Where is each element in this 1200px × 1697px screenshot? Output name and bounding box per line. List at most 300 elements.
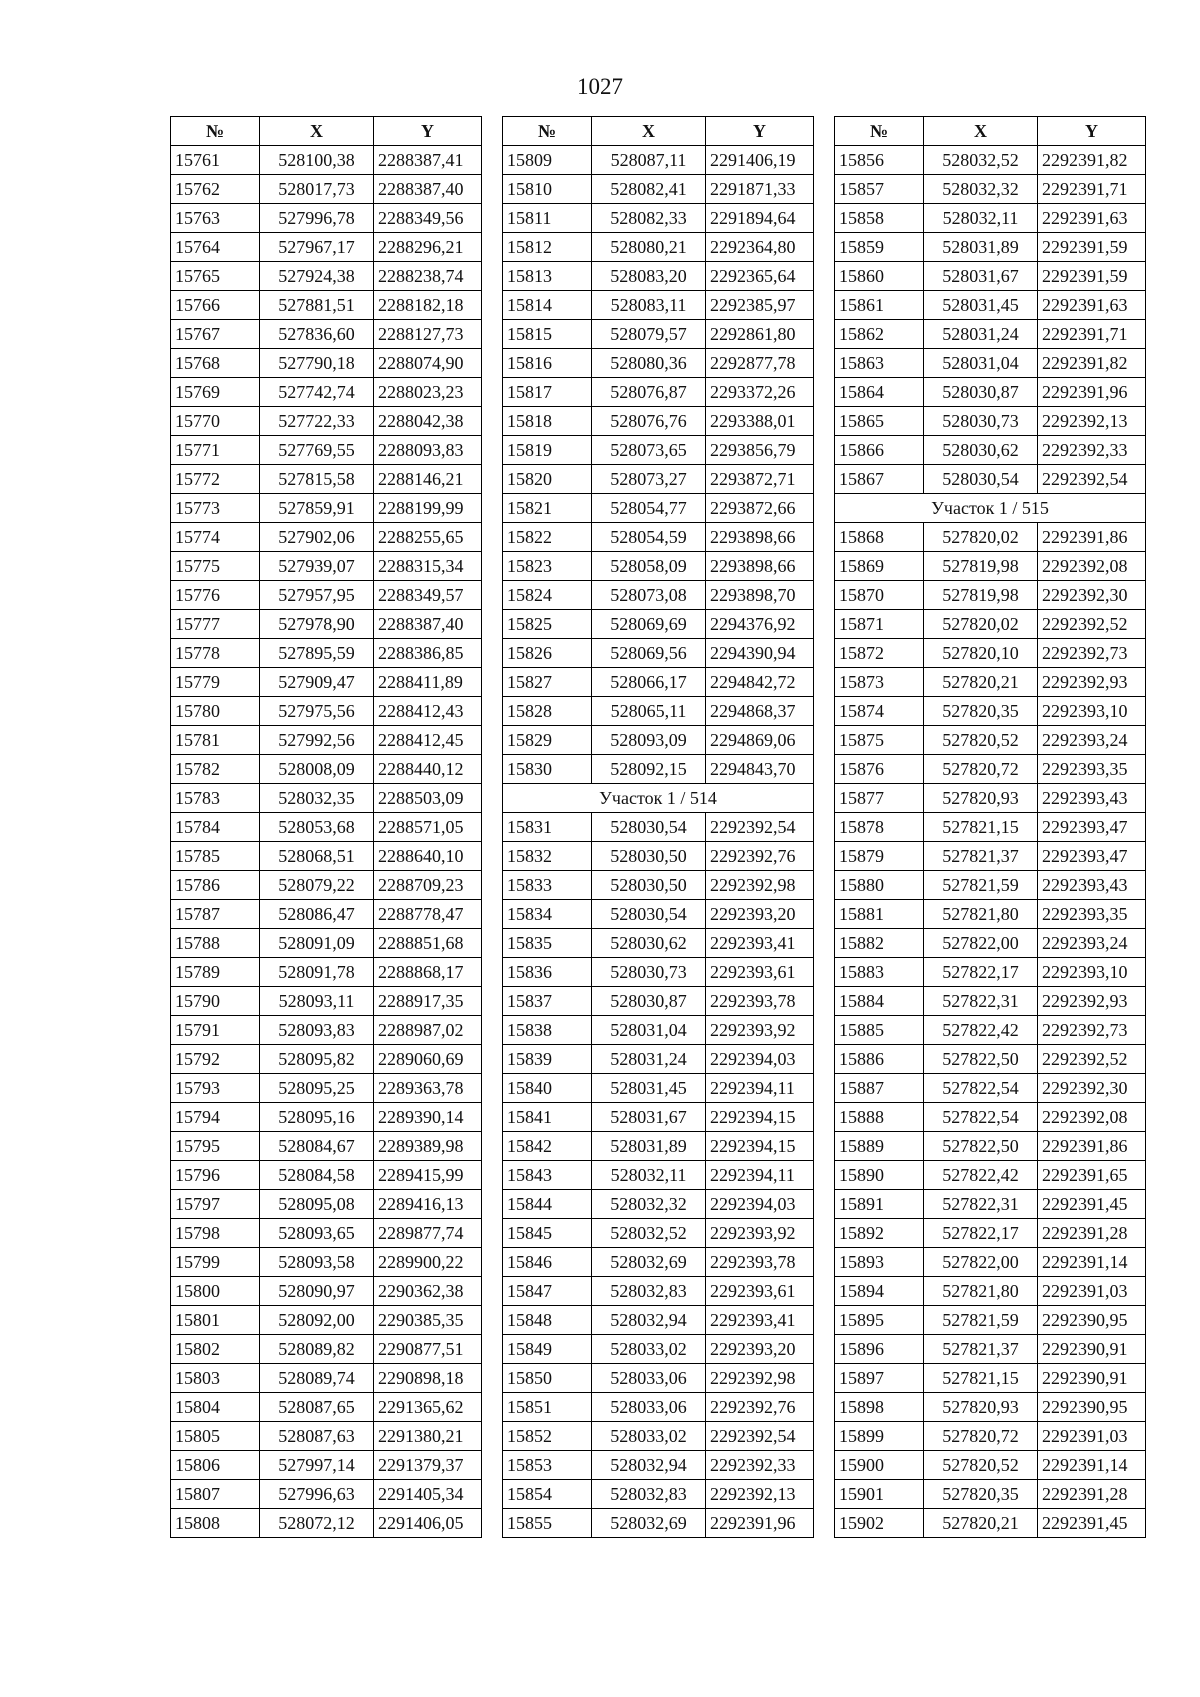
coordinates-table-1 — [170, 116, 482, 1538]
point-number-cell: 15763 — [171, 204, 260, 233]
y-coordinate-cell: 2288238,74 — [374, 262, 482, 291]
point-number-cell: 15794 — [171, 1103, 260, 1132]
point-number-cell: 15891 — [835, 1190, 924, 1219]
y-coordinate-cell: 2291894,64 — [706, 204, 814, 233]
y-coordinate-cell: 2290385,35 — [374, 1306, 482, 1335]
x-coordinate-cell: 528076,87 — [592, 378, 706, 407]
x-coordinate-cell: 528031,24 — [924, 320, 1038, 349]
table-row — [503, 523, 814, 552]
y-coordinate-cell: 2292392,98 — [706, 871, 814, 900]
x-coordinate-cell: 528095,16 — [260, 1103, 374, 1132]
x-coordinate-cell: 527895,59 — [260, 639, 374, 668]
column-header-y: Y — [706, 117, 814, 146]
point-number-cell: 15774 — [171, 523, 260, 552]
x-coordinate-cell: 527790,18 — [260, 349, 374, 378]
y-coordinate-cell: 2292391,28 — [1038, 1219, 1146, 1248]
y-coordinate-cell: 2292393,92 — [706, 1016, 814, 1045]
point-number-cell: 15816 — [503, 349, 592, 378]
y-coordinate-cell: 2288182,18 — [374, 291, 482, 320]
table-row — [835, 378, 1146, 407]
y-coordinate-cell: 2292392,76 — [706, 1393, 814, 1422]
point-number-cell: 15846 — [503, 1248, 592, 1277]
y-coordinate-cell: 2293872,66 — [706, 494, 814, 523]
point-number-cell: 15783 — [171, 784, 260, 813]
x-coordinate-cell: 527997,14 — [260, 1451, 374, 1480]
table-row — [503, 987, 814, 1016]
y-coordinate-cell: 2292393,10 — [1038, 697, 1146, 726]
y-coordinate-cell: 2292391,82 — [1038, 146, 1146, 175]
y-coordinate-cell: 2292393,61 — [706, 1277, 814, 1306]
table-row — [835, 465, 1146, 494]
point-number-cell: 15793 — [171, 1074, 260, 1103]
table-row — [503, 494, 814, 523]
x-coordinate-cell: 527957,95 — [260, 581, 374, 610]
y-coordinate-cell: 2292394,03 — [706, 1190, 814, 1219]
x-coordinate-cell: 528031,67 — [924, 262, 1038, 291]
table-row — [171, 958, 482, 987]
table-row — [503, 1509, 814, 1538]
table-row — [503, 900, 814, 929]
x-coordinate-cell: 528031,89 — [592, 1132, 706, 1161]
point-number-cell: 15844 — [503, 1190, 592, 1219]
point-number-cell: 15871 — [835, 610, 924, 639]
table-row — [503, 813, 814, 842]
x-coordinate-cell: 528008,09 — [260, 755, 374, 784]
x-coordinate-cell: 528032,11 — [592, 1161, 706, 1190]
y-coordinate-cell: 2292394,03 — [706, 1045, 814, 1074]
table-row — [503, 1335, 814, 1364]
point-number-cell: 15881 — [835, 900, 924, 929]
section-row — [503, 784, 814, 813]
table-row — [171, 726, 482, 755]
y-coordinate-cell: 2294376,92 — [706, 610, 814, 639]
point-number-cell: 15868 — [835, 523, 924, 552]
y-coordinate-cell: 2290898,18 — [374, 1364, 482, 1393]
y-coordinate-cell: 2292392,54 — [1038, 465, 1146, 494]
table-row — [171, 494, 482, 523]
point-number-cell: 15808 — [171, 1509, 260, 1538]
point-number-cell: 15899 — [835, 1422, 924, 1451]
table-row — [835, 1132, 1146, 1161]
table-row — [503, 1045, 814, 1074]
table-row — [835, 842, 1146, 871]
y-coordinate-cell: 2292391,59 — [1038, 233, 1146, 262]
x-coordinate-cell: 528032,69 — [592, 1509, 706, 1538]
y-coordinate-cell: 2291406,19 — [706, 146, 814, 175]
section-label: Участок 1 / 515 — [835, 494, 1146, 523]
point-number-cell: 15780 — [171, 697, 260, 726]
point-number-cell: 15864 — [835, 378, 924, 407]
x-coordinate-cell: 527820,72 — [924, 1422, 1038, 1451]
point-number-cell: 15835 — [503, 929, 592, 958]
table-row — [835, 1219, 1146, 1248]
point-number-cell: 15803 — [171, 1364, 260, 1393]
x-coordinate-cell: 528031,89 — [924, 233, 1038, 262]
point-number-cell: 15776 — [171, 581, 260, 610]
point-number-cell: 15778 — [171, 639, 260, 668]
x-coordinate-cell: 528031,04 — [592, 1016, 706, 1045]
table-row — [171, 929, 482, 958]
x-coordinate-cell: 527820,52 — [924, 1451, 1038, 1480]
y-coordinate-cell: 2292394,15 — [706, 1103, 814, 1132]
x-coordinate-cell: 528087,63 — [260, 1422, 374, 1451]
table-row — [503, 407, 814, 436]
x-coordinate-cell: 528100,38 — [260, 146, 374, 175]
point-number-cell: 15821 — [503, 494, 592, 523]
x-coordinate-cell: 527722,33 — [260, 407, 374, 436]
x-coordinate-cell: 528033,02 — [592, 1422, 706, 1451]
x-coordinate-cell: 527769,55 — [260, 436, 374, 465]
point-number-cell: 15825 — [503, 610, 592, 639]
point-number-cell: 15854 — [503, 1480, 592, 1509]
table-row — [503, 726, 814, 755]
point-number-cell: 15814 — [503, 291, 592, 320]
point-number-cell: 15853 — [503, 1451, 592, 1480]
table-row — [171, 813, 482, 842]
point-number-cell: 15895 — [835, 1306, 924, 1335]
x-coordinate-cell: 528032,83 — [592, 1480, 706, 1509]
y-coordinate-cell: 2292392,30 — [1038, 1074, 1146, 1103]
point-number-cell: 15827 — [503, 668, 592, 697]
y-coordinate-cell: 2292392,76 — [706, 842, 814, 871]
y-coordinate-cell: 2292393,24 — [1038, 929, 1146, 958]
point-number-cell: 15870 — [835, 581, 924, 610]
table-row — [835, 233, 1146, 262]
point-number-cell: 15867 — [835, 465, 924, 494]
y-coordinate-cell: 2294869,06 — [706, 726, 814, 755]
table-row — [171, 320, 482, 349]
y-coordinate-cell: 2292394,11 — [706, 1161, 814, 1190]
column-header-y: Y — [374, 117, 482, 146]
point-number-cell: 15884 — [835, 987, 924, 1016]
point-number-cell: 15761 — [171, 146, 260, 175]
table-row — [503, 1422, 814, 1451]
table-row — [503, 668, 814, 697]
y-coordinate-cell: 2288349,57 — [374, 581, 482, 610]
point-number-cell: 15775 — [171, 552, 260, 581]
point-number-cell: 15817 — [503, 378, 592, 407]
x-coordinate-cell: 527822,31 — [924, 1190, 1038, 1219]
x-coordinate-cell: 527822,00 — [924, 929, 1038, 958]
x-coordinate-cell: 528032,94 — [592, 1306, 706, 1335]
point-number-cell: 15822 — [503, 523, 592, 552]
table-row — [171, 436, 482, 465]
point-number-cell: 15792 — [171, 1045, 260, 1074]
x-coordinate-cell: 527820,35 — [924, 1480, 1038, 1509]
point-number-cell: 15826 — [503, 639, 592, 668]
y-coordinate-cell: 2288503,09 — [374, 784, 482, 813]
table-row — [503, 755, 814, 784]
y-coordinate-cell: 2292391,59 — [1038, 262, 1146, 291]
x-coordinate-cell: 528084,58 — [260, 1161, 374, 1190]
y-coordinate-cell: 2290362,38 — [374, 1277, 482, 1306]
table-row — [171, 1016, 482, 1045]
table-row — [835, 813, 1146, 842]
y-coordinate-cell: 2288640,10 — [374, 842, 482, 871]
x-coordinate-cell: 527881,51 — [260, 291, 374, 320]
y-coordinate-cell: 2292391,86 — [1038, 1132, 1146, 1161]
x-coordinate-cell: 527822,17 — [924, 1219, 1038, 1248]
y-coordinate-cell: 2292391,45 — [1038, 1509, 1146, 1538]
point-number-cell: 15829 — [503, 726, 592, 755]
y-coordinate-cell: 2292392,93 — [1038, 668, 1146, 697]
table-row — [835, 407, 1146, 436]
x-coordinate-cell: 528030,87 — [592, 987, 706, 1016]
column-header-number: № — [503, 117, 592, 146]
y-coordinate-cell: 2288146,21 — [374, 465, 482, 494]
point-number-cell: 15836 — [503, 958, 592, 987]
x-coordinate-cell: 527902,06 — [260, 523, 374, 552]
x-coordinate-cell: 528073,08 — [592, 581, 706, 610]
table-row — [503, 581, 814, 610]
point-number-cell: 15791 — [171, 1016, 260, 1045]
table-row — [835, 1161, 1146, 1190]
y-coordinate-cell: 2292391,45 — [1038, 1190, 1146, 1219]
y-coordinate-cell: 2288571,05 — [374, 813, 482, 842]
x-coordinate-cell: 528095,08 — [260, 1190, 374, 1219]
x-coordinate-cell: 528083,20 — [592, 262, 706, 291]
table-row — [835, 639, 1146, 668]
table-row — [835, 1045, 1146, 1074]
y-coordinate-cell: 2292392,54 — [706, 1422, 814, 1451]
point-number-cell: 15824 — [503, 581, 592, 610]
column-header-number: № — [835, 117, 924, 146]
y-coordinate-cell: 2292393,41 — [706, 1306, 814, 1335]
x-coordinate-cell: 528032,11 — [924, 204, 1038, 233]
table-row — [503, 1074, 814, 1103]
point-number-cell: 15809 — [503, 146, 592, 175]
table-row — [503, 958, 814, 987]
point-number-cell: 15773 — [171, 494, 260, 523]
table-row — [503, 610, 814, 639]
table-row — [503, 929, 814, 958]
section-label: Участок 1 / 514 — [503, 784, 814, 813]
table-row — [835, 1248, 1146, 1277]
table-row — [835, 900, 1146, 929]
x-coordinate-cell: 527820,10 — [924, 639, 1038, 668]
y-coordinate-cell: 2288296,21 — [374, 233, 482, 262]
y-coordinate-cell: 2293372,26 — [706, 378, 814, 407]
x-coordinate-cell: 528089,74 — [260, 1364, 374, 1393]
point-number-cell: 15800 — [171, 1277, 260, 1306]
table-row — [503, 1132, 814, 1161]
table-row — [503, 1480, 814, 1509]
y-coordinate-cell: 2292364,80 — [706, 233, 814, 262]
point-number-cell: 15840 — [503, 1074, 592, 1103]
table-row — [835, 726, 1146, 755]
table-row — [503, 233, 814, 262]
y-coordinate-cell: 2289060,69 — [374, 1045, 482, 1074]
y-coordinate-cell: 2292392,73 — [1038, 639, 1146, 668]
table-row — [835, 697, 1146, 726]
point-number-cell: 15845 — [503, 1219, 592, 1248]
point-number-cell: 15858 — [835, 204, 924, 233]
y-coordinate-cell: 2292391,96 — [1038, 378, 1146, 407]
x-coordinate-cell: 528030,87 — [924, 378, 1038, 407]
table-row — [835, 1364, 1146, 1393]
x-coordinate-cell: 527924,38 — [260, 262, 374, 291]
table-row — [503, 465, 814, 494]
x-coordinate-cell: 528032,94 — [592, 1451, 706, 1480]
table-row — [171, 291, 482, 320]
y-coordinate-cell: 2291379,37 — [374, 1451, 482, 1480]
y-coordinate-cell: 2288255,65 — [374, 523, 482, 552]
point-number-cell: 15768 — [171, 349, 260, 378]
point-number-cell: 15851 — [503, 1393, 592, 1422]
point-number-cell: 15818 — [503, 407, 592, 436]
table-row — [171, 1190, 482, 1219]
point-number-cell: 15790 — [171, 987, 260, 1016]
table-row — [835, 1306, 1146, 1335]
table-row — [503, 1277, 814, 1306]
x-coordinate-cell: 527822,42 — [924, 1161, 1038, 1190]
table-row — [171, 349, 482, 378]
table-row — [835, 581, 1146, 610]
point-number-cell: 15886 — [835, 1045, 924, 1074]
x-coordinate-cell: 528030,50 — [592, 871, 706, 900]
x-coordinate-cell: 528033,02 — [592, 1335, 706, 1364]
y-coordinate-cell: 2288411,89 — [374, 668, 482, 697]
y-coordinate-cell: 2291406,05 — [374, 1509, 482, 1538]
y-coordinate-cell: 2292393,43 — [1038, 871, 1146, 900]
column-header-x: X — [260, 117, 374, 146]
point-number-cell: 15900 — [835, 1451, 924, 1480]
x-coordinate-cell: 527909,47 — [260, 668, 374, 697]
point-number-cell: 15765 — [171, 262, 260, 291]
x-coordinate-cell: 528031,04 — [924, 349, 1038, 378]
table-row — [503, 262, 814, 291]
y-coordinate-cell: 2293898,66 — [706, 523, 814, 552]
y-coordinate-cell: 2292392,33 — [706, 1451, 814, 1480]
table-row — [503, 320, 814, 349]
point-number-cell: 15839 — [503, 1045, 592, 1074]
point-number-cell: 15784 — [171, 813, 260, 842]
table-row — [503, 1161, 814, 1190]
table-row — [171, 465, 482, 494]
table-row — [503, 552, 814, 581]
point-number-cell: 15876 — [835, 755, 924, 784]
point-number-cell: 15896 — [835, 1335, 924, 1364]
table-row — [503, 1190, 814, 1219]
table-row — [835, 784, 1146, 813]
table-row — [171, 552, 482, 581]
y-coordinate-cell: 2292393,92 — [706, 1219, 814, 1248]
point-number-cell: 15863 — [835, 349, 924, 378]
point-number-cell: 15883 — [835, 958, 924, 987]
x-coordinate-cell: 527820,21 — [924, 668, 1038, 697]
y-coordinate-cell: 2292393,78 — [706, 987, 814, 1016]
x-coordinate-cell: 528066,17 — [592, 668, 706, 697]
x-coordinate-cell: 528054,77 — [592, 494, 706, 523]
table-row — [171, 784, 482, 813]
point-number-cell: 15852 — [503, 1422, 592, 1451]
table-row — [171, 1248, 482, 1277]
y-coordinate-cell: 2289390,14 — [374, 1103, 482, 1132]
table-row — [835, 1277, 1146, 1306]
y-coordinate-cell: 2289877,74 — [374, 1219, 482, 1248]
x-coordinate-cell: 528095,82 — [260, 1045, 374, 1074]
table-header-row — [171, 117, 482, 146]
table-row — [835, 1509, 1146, 1538]
table-row — [171, 1451, 482, 1480]
x-coordinate-cell: 527821,37 — [924, 842, 1038, 871]
x-coordinate-cell: 528079,57 — [592, 320, 706, 349]
y-coordinate-cell: 2292393,24 — [1038, 726, 1146, 755]
y-coordinate-cell: 2293856,79 — [706, 436, 814, 465]
table-row — [171, 1074, 482, 1103]
table-row — [171, 842, 482, 871]
y-coordinate-cell: 2288023,23 — [374, 378, 482, 407]
y-coordinate-cell: 2292393,10 — [1038, 958, 1146, 987]
y-coordinate-cell: 2294843,70 — [706, 755, 814, 784]
y-coordinate-cell: 2292365,64 — [706, 262, 814, 291]
y-coordinate-cell: 2291365,62 — [374, 1393, 482, 1422]
point-number-cell: 15865 — [835, 407, 924, 436]
y-coordinate-cell: 2288386,85 — [374, 639, 482, 668]
table-row — [835, 349, 1146, 378]
y-coordinate-cell: 2292392,54 — [706, 813, 814, 842]
table-row — [835, 668, 1146, 697]
point-number-cell: 15807 — [171, 1480, 260, 1509]
table-row — [835, 1451, 1146, 1480]
point-number-cell: 15873 — [835, 668, 924, 697]
point-number-cell: 15806 — [171, 1451, 260, 1480]
table-row — [503, 1103, 814, 1132]
point-number-cell: 15766 — [171, 291, 260, 320]
y-coordinate-cell: 2288074,90 — [374, 349, 482, 378]
table-row — [503, 1364, 814, 1393]
y-coordinate-cell: 2289415,99 — [374, 1161, 482, 1190]
x-coordinate-cell: 528092,15 — [592, 755, 706, 784]
point-number-cell: 15770 — [171, 407, 260, 436]
point-number-cell: 15813 — [503, 262, 592, 291]
table-row — [835, 1335, 1146, 1364]
table-row — [171, 610, 482, 639]
table-row — [171, 871, 482, 900]
y-coordinate-cell: 2292390,91 — [1038, 1335, 1146, 1364]
x-coordinate-cell: 527975,56 — [260, 697, 374, 726]
x-coordinate-cell: 528087,65 — [260, 1393, 374, 1422]
x-coordinate-cell: 528031,67 — [592, 1103, 706, 1132]
x-coordinate-cell: 528090,97 — [260, 1277, 374, 1306]
table-row — [835, 755, 1146, 784]
table-row — [503, 175, 814, 204]
y-coordinate-cell: 2288387,41 — [374, 146, 482, 175]
x-coordinate-cell: 528089,82 — [260, 1335, 374, 1364]
x-coordinate-cell: 528030,73 — [924, 407, 1038, 436]
table-row — [503, 1306, 814, 1335]
y-coordinate-cell: 2292392,93 — [1038, 987, 1146, 1016]
table-row — [503, 639, 814, 668]
y-coordinate-cell: 2294390,94 — [706, 639, 814, 668]
point-number-cell: 15781 — [171, 726, 260, 755]
point-number-cell: 15866 — [835, 436, 924, 465]
table-row — [835, 1074, 1146, 1103]
x-coordinate-cell: 528073,27 — [592, 465, 706, 494]
x-coordinate-cell: 528032,52 — [924, 146, 1038, 175]
point-number-cell: 15799 — [171, 1248, 260, 1277]
table-row — [171, 523, 482, 552]
y-coordinate-cell: 2292393,35 — [1038, 755, 1146, 784]
x-coordinate-cell: 528087,11 — [592, 146, 706, 175]
table-row — [835, 1393, 1146, 1422]
x-coordinate-cell: 528083,11 — [592, 291, 706, 320]
section-row — [835, 494, 1146, 523]
x-coordinate-cell: 528030,73 — [592, 958, 706, 987]
y-coordinate-cell: 2292393,41 — [706, 929, 814, 958]
table-row — [835, 320, 1146, 349]
point-number-cell: 15771 — [171, 436, 260, 465]
